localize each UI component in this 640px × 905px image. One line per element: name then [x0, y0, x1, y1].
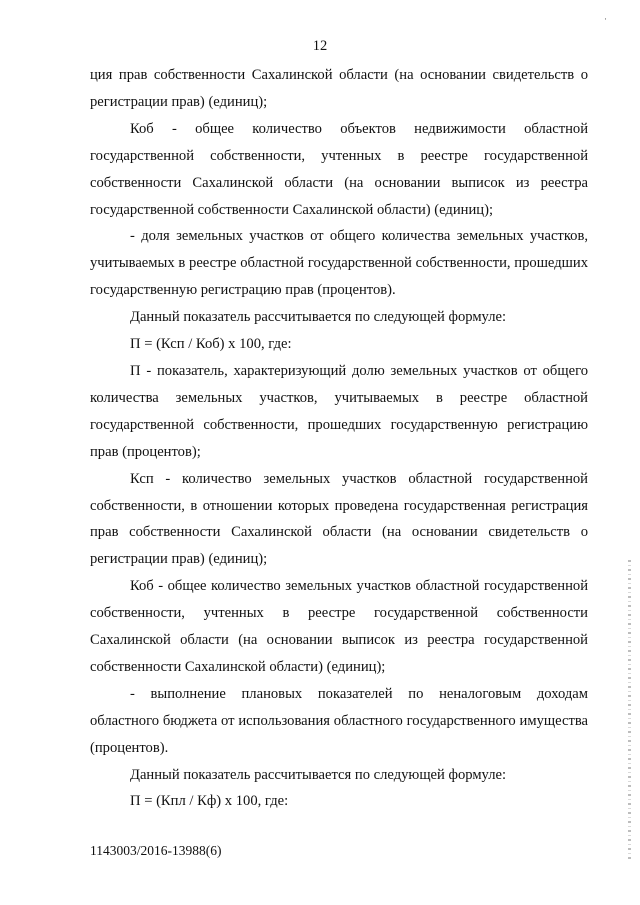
paragraph-continuation: ция прав собственности Сахалинской области (на основании свидетельств о регистрации прав) (единиц);	[90, 67, 588, 110]
page-number: 12	[312, 38, 328, 54]
paragraph-kob-objects: Коб - общее количество объектов недвижимости областной государственной собственности, учтенных в реестре государственной собственности Сахалинской области (на основании выписок из реестра государственной собственности Сахалинской области) (единиц);	[90, 120, 588, 218]
paragraph-ksp-definition: Ксп - количество земельных участков областной государственной собственности, в отношении которых проведена государственная регистрация прав собственности Сахалинской области (на основании свидетельств о регистрации прав) (единиц);	[90, 470, 588, 568]
paragraph-land-share: - доля земельных участков от общего количества земельных участков, учитываемых в реестре областной государственной собственности, прошедших государственную регистрацию прав (процентов).	[90, 228, 588, 299]
formula-ksp-kob: П = (Ксп / Коб) х 100, где:	[130, 336, 292, 353]
paragraph-plan-fulfillment: - выполнение плановых показателей по неналоговым доходам областного бюджета от использования областного государственного имущества (процентов).	[90, 685, 588, 756]
formula-kpl-kf: П = (Кпл / Кф) х 100, где:	[130, 793, 289, 810]
paragraph-formula-intro: Данный показатель рассчитывается по следующей формуле:	[130, 309, 507, 326]
paragraph-p-definition: П - показатель, характеризующий долю земельных участков от общего количества земельных участков, учитываемых в реестре областной государственной собственности, прошедших государственную регистрацию прав (процентов);	[90, 362, 588, 460]
document-body	[90, 62, 588, 815]
paragraph-kob-land: Коб - общее количество земельных участков областной государственной собственности, учтенных в реестре государственной собственности Сахалинской области (на основании выписок из реестра государственной собственности Сахалинской области) (единиц);	[90, 578, 588, 675]
scan-edge-artifact	[628, 560, 631, 860]
scan-mark: ·	[604, 14, 607, 24]
document-code: 1143003/2016-13988(6)	[90, 843, 222, 858]
paragraph-formula-intro-2: Данный показатель рассчитывается по следующей формуле:	[130, 766, 507, 783]
